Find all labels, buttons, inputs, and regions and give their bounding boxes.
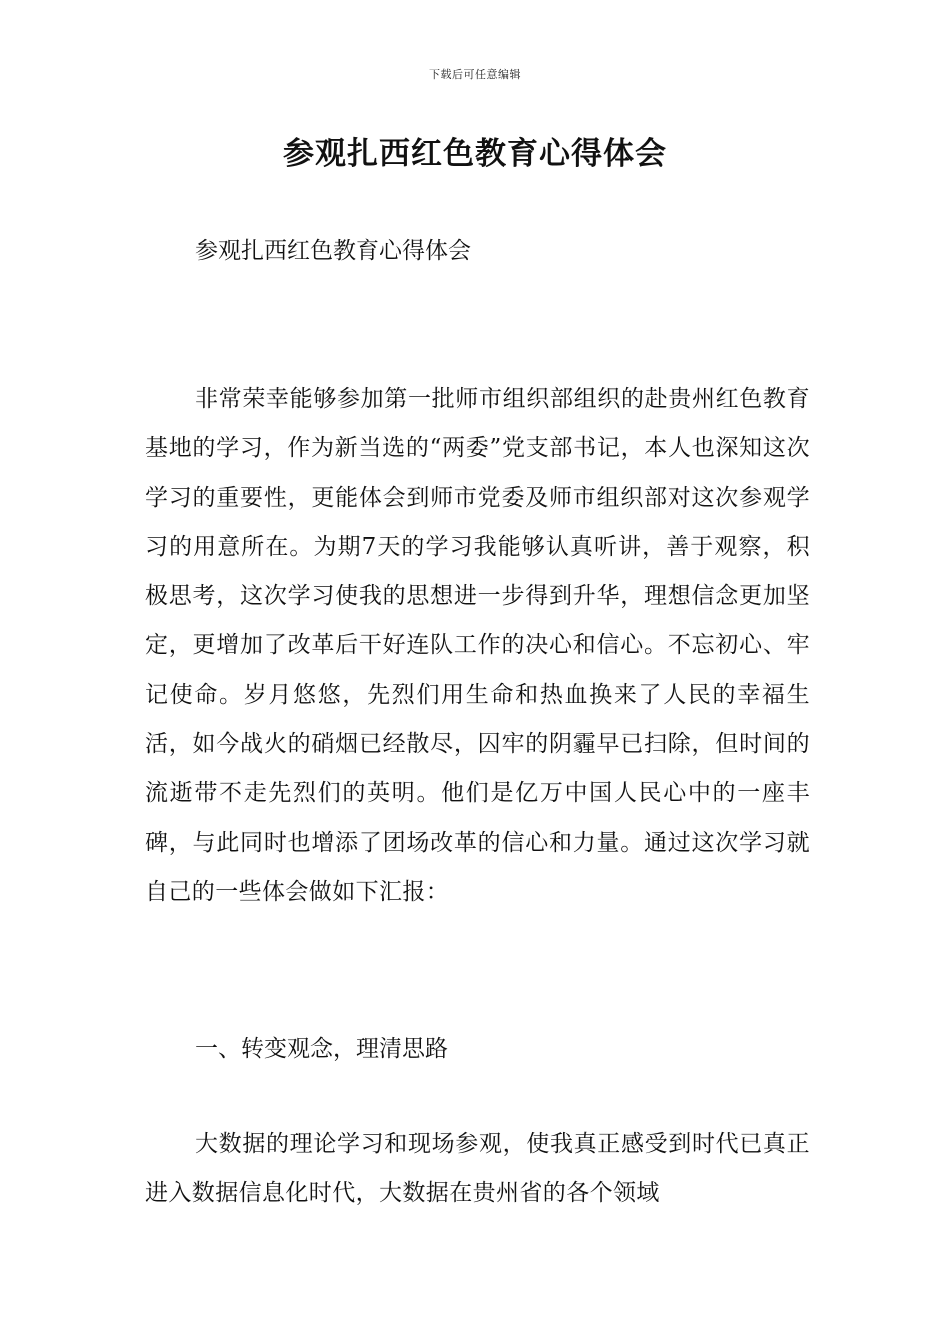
intro-paragraph: 非常荣幸能够参加第一批师市组织部组织的赴贵州红色教育基地的学习，作为新当选的“两委”党支部书记，本人也深知这次学习的重要性，更能体会到师市党委及师市组织部对这次参观学习的用意所在。为期7天的学习我能够认真听讲，善于观察，积极思考，这次学习使我的思想进一步得到升华，理想信念更加坚定，更增加了改革后干好连队工作的决心和信心。不忘初心、牢记使命。岁月悠悠，先烈们用生命和热血换来了人民的幸福生活，如今战火的硝烟已经散尽，囚牢的阴霾早已扫除，但时间的流逝带不走先烈们的英明。他们是亿万中国人民心中的一座丰碑，与此同时也增添了团场改革的信心和力量。通过这次学习就自己的一些体会做如下汇报： [145, 386, 810, 905]
document-title: 参观扎西红色教育心得体会 [283, 136, 667, 172]
header-note: 下载后可任意编辑 [429, 68, 521, 81]
section-heading: 一、转变观念，理清思路 [195, 1036, 448, 1062]
document-subtitle: 参观扎西红色教育心得体会 [195, 238, 471, 264]
body-paragraph: 大数据的理论学习和现场参观，使我真正感受到时代已真正进入数据信息化时代，大数据在贵州省的各个领域 [145, 1131, 810, 1207]
